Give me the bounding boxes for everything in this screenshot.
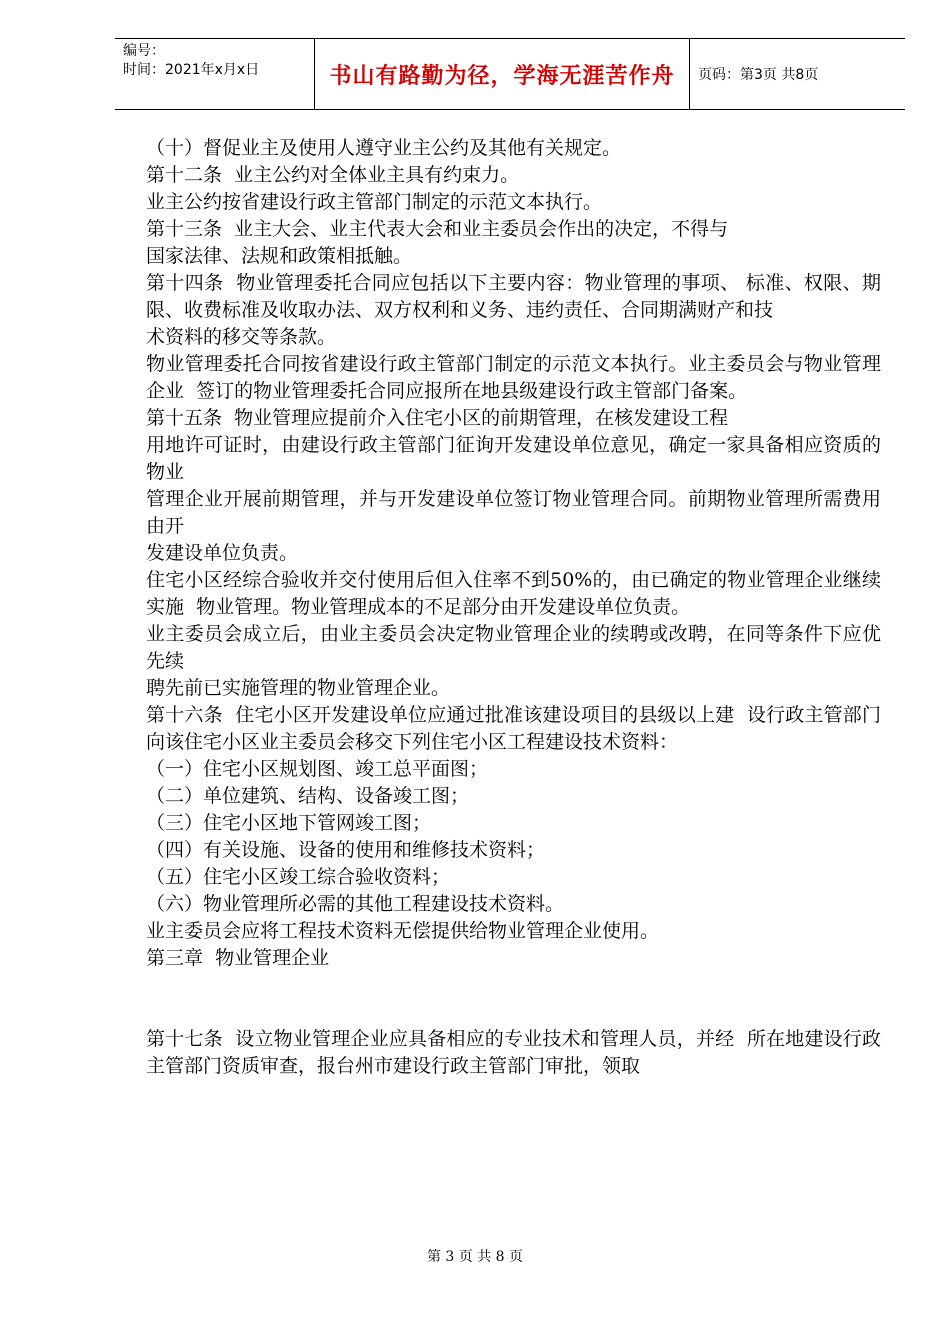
page-header: [115, 38, 905, 110]
paragraph: 聘先前已实施管理的物业管理企业。: [146, 677, 451, 699]
paragraph: （一）住宅小区规划图、竣工总平面图；: [146, 758, 489, 780]
paragraph: 术资料的移交等条款。: [146, 326, 337, 348]
paragraph: 物业管理委托合同按省建设行政主管部门制定的示范文本执行。业主委员会与物业管理企业 签订的物业管理委托合同应报所在地县级建设行政主管部门备案。: [146, 353, 881, 402]
paragraph: 业主委员会成立后，由业主委员会决定物业管理企业的续聘或改聘，在同等条件下应优先续: [146, 623, 881, 672]
paragraph: 发建设单位负责。: [146, 542, 299, 564]
header-meta: [115, 39, 315, 109]
paragraph: 第十二条 业主公约对全体业主具有约束力。: [146, 164, 520, 186]
paragraph: 业主公约按省建设行政主管部门制定的示范文本执行。: [146, 191, 603, 213]
paragraph: 第十七条 设立物业管理企业应具备相应的专业技术和管理人员，并经 所在地建设行政主管部门资质审查，报台州市建设行政主管部门审批，领取: [146, 1028, 881, 1077]
document-number: 编号：: [123, 43, 165, 59]
document-body: [146, 135, 881, 1080]
paragraph: 第十五条 物业管理应提前介入住宅小区的前期管理，在核发建设工程: [146, 407, 729, 429]
header-motto: 书山有路勤为径，学海无涯苦作舟: [315, 39, 690, 109]
paragraph-spacer: [146, 972, 881, 1026]
paragraph: 第十四条 物业管理委托合同应包括以下主要内容：物业管理的事项、 标准、权限、期限、收费标准及收取办法、双方权利和义务、违约责任、合同期满财产和技: [146, 272, 881, 321]
page-footer: 第 3 页 共 8 页: [426, 1249, 524, 1265]
document-date: 时间：2021年x月x日: [123, 62, 260, 78]
paragraph: （十）督促业主及使用人遵守业主公约及其他有关规定。: [146, 137, 622, 159]
paragraph: （四）有关设施、设备的使用和维修技术资料；: [146, 839, 546, 861]
paragraph: 第十三条 业主大会、业主代表大会和业主委员会作出的决定，不得与: [146, 218, 729, 240]
header-page-number: 页码：第3页 共8页: [698, 67, 819, 83]
paragraph: （五）住宅小区竣工综合验收资料；: [146, 866, 451, 888]
paragraph: （六）物业管理所必需的其他工程建设技术资料。: [146, 893, 565, 915]
paragraph: 国家法律、法规和政策相抵触。: [146, 245, 413, 267]
paragraph: （二）单位建筑、结构、设备竣工图；: [146, 785, 470, 807]
paragraph: 管理企业开展前期管理，并与开发建设单位签订物业管理合同。前期物业管理所需费用由开: [146, 488, 881, 537]
paragraph: 第十六条 住宅小区开发建设单位应通过批准该建设项目的县级以上建 设行政主管部门向该住宅小区业主委员会移交下列住宅小区工程建设技术资料：: [146, 704, 881, 753]
paragraph: 第三章 物业管理企业: [146, 947, 330, 969]
paragraph: 住宅小区经综合验收并交付使用后但入住率不到50%的，由已确定的物业管理企业继续实施 物业管理。物业管理成本的不足部分由开发建设单位负责。: [146, 569, 881, 618]
paragraph: （三）住宅小区地下管网竣工图；: [146, 812, 432, 834]
paragraph: 业主委员会应将工程技术资料无偿提供给物业管理企业使用。: [146, 920, 660, 942]
paragraph: 用地许可证时，由建设行政主管部门征询开发建设单位意见，确定一家具备相应资质的物业: [146, 434, 881, 483]
